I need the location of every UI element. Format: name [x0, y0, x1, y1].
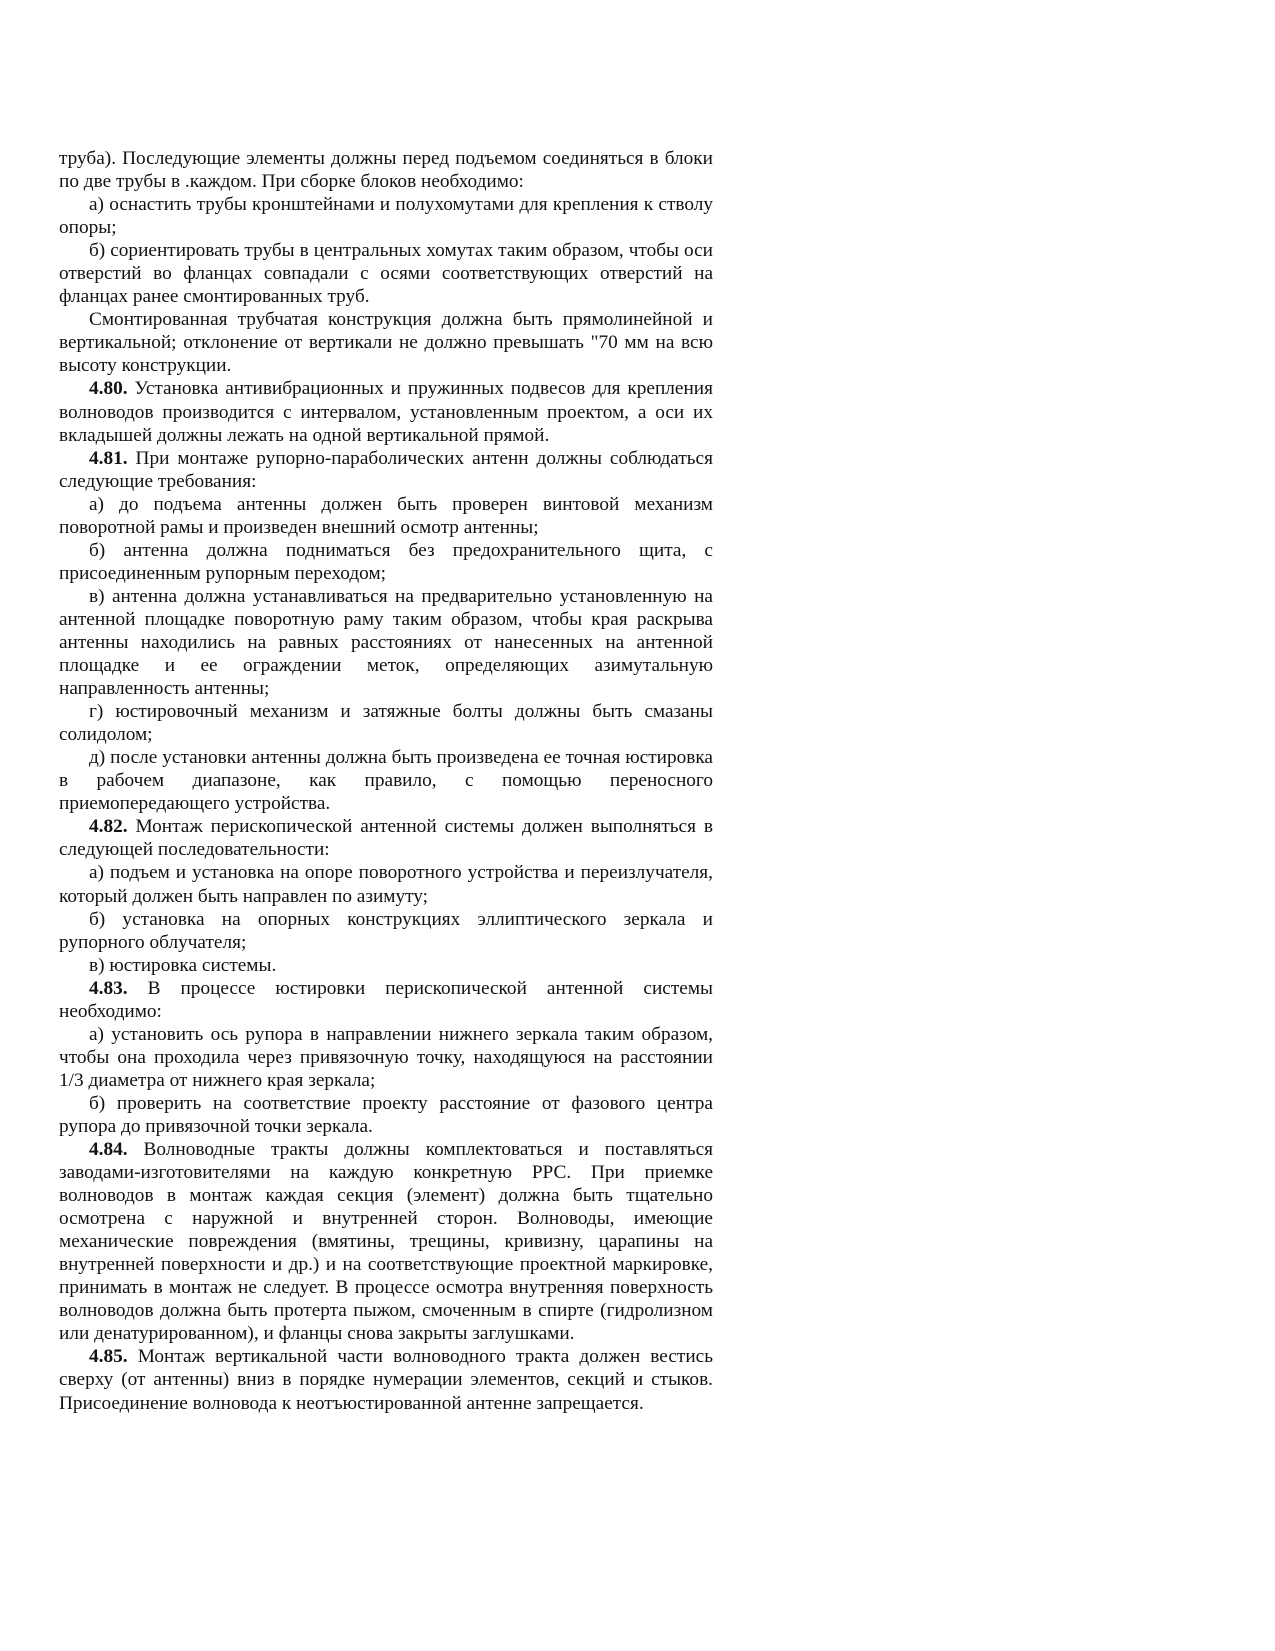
- paragraph-text: б) антенна должна подниматься без предохранительного щита, с присоединенным рупорным переходом;: [59, 539, 713, 584]
- paragraph: [59, 539, 713, 585]
- clause-4-83: [59, 977, 713, 1023]
- paragraph: [59, 147, 713, 193]
- clause-number: 4.85.: [89, 1346, 128, 1368]
- paragraph: [59, 954, 713, 977]
- clause-number: 4.83.: [89, 977, 128, 999]
- paragraph: [59, 308, 713, 377]
- paragraph-text: г) юстировочный механизм и затяжные болты должны быть смазаны солидолом;: [59, 701, 713, 746]
- paragraph-text: б) проверить на соответствие проекту расстояние от фазового центра рупора до привязочной точки зеркала.: [59, 1092, 713, 1137]
- paragraph-text: а) оснастить трубы кронштейнами и полухомутами для крепления к стволу опоры;: [59, 194, 713, 239]
- paragraph-text: Волноводные тракты должны комплектоваться и поставляться заводами-изготовителями на каждую конкретную РРС. При приемке волноводов в монтаж каждая секция (элемент) должна быть тщательно осмотрена с наружной и внутренней сторон. Волноводы, имеющие механические повреждения (вмятины, трещины, кривизну, царапины на внутренней поверхности и др.) и на соответствующие проектной маркировке, принимать в монтаж не следует. В процессе осмотра внутренняя поверхность волноводов должна быть протерта пыжом, смоченным в спирте (гидролизном или денатурированном), и фланцы снова закрыты заглушками.: [59, 1139, 713, 1345]
- paragraph-text: труба). Последующие элементы должны перед подъемом соединяться в блоки по две трубы в .каждом. При сборке блоков необходимо:: [59, 148, 713, 193]
- paragraph-text: в) антенна должна устанавливаться на предварительно установленную на антенной площадке поворотную раму таким образом, чтобы края раскрыва антенны находились на равных расстояниях от нанесенных на антенной площадке и ее ограждении меток, определяющих азимутальную направленность антенны;: [59, 585, 713, 700]
- paragraph-text: д) после установки антенны должна быть произведена ее точная юстировка в рабочем диапазоне, как правило, с помощью переносного приемопередающего устройства.: [59, 747, 713, 815]
- paragraph: [59, 193, 713, 239]
- paragraph-text: При монтаже рупорно-параболических антенн должны соблюдаться следующие требования:: [59, 447, 713, 492]
- paragraph: [59, 746, 713, 815]
- paragraph-text: б) сориентировать трубы в центральных хомутах таким образом, чтобы оси отверстий во фланцах совпадали с осями соответствующих отверстий на фланцах ранее смонтированных труб.: [59, 240, 713, 308]
- paragraph-text: а) установить ось рупора в направлении нижнего зеркала таким образом, чтобы она проходила через привязочную точку, находящуюся на расстоянии 1/3 диаметра от нижнего края зеркала;: [59, 1023, 713, 1091]
- document-body: [59, 147, 713, 1415]
- paragraph: [59, 239, 713, 308]
- paragraph-text: В процессе юстировки перископической антенной системы необходимо:: [59, 977, 713, 1022]
- paragraph: [59, 1023, 713, 1092]
- paragraph: [59, 493, 713, 539]
- paragraph-text: Установка антивибрационных и пружинных подвесов для крепления волноводов производится с интервалом, установленным проектом, а оси их вкладышей должны лежать на одной вертикальной прямой.: [59, 378, 713, 446]
- paragraph-text: в) юстировка системы.: [89, 954, 277, 976]
- clause-number: 4.82.: [89, 816, 128, 838]
- paragraph-text: Монтаж вертикальной части волноводного тракта должен вестись сверху (от антенны) вниз в порядке нумерации элементов, секций и стыков. Присоединение волновода к неотъюстированной антенне запрещается.: [59, 1346, 713, 1414]
- clause-4-82: [59, 815, 713, 861]
- paragraph-text: Смонтированная трубчатая конструкция должна быть прямолинейной и вертикальной; отклонение от вертикали не должно превышать "70 мм на всю высоту конструкции.: [59, 309, 713, 377]
- paragraph: [59, 908, 713, 954]
- paragraph-text: а) подъем и установка на опоре поворотного устройства и переизлучателя, который должен быть направлен по азимуту;: [59, 862, 713, 907]
- clause-4-84: [59, 1138, 713, 1345]
- paragraph: [59, 861, 713, 907]
- clause-number: 4.81.: [89, 447, 128, 469]
- paragraph-text: а) до подъема антенны должен быть проверен винтовой механизм поворотной рамы и произведен внешний осмотр антенны;: [59, 493, 713, 538]
- paragraph: [59, 585, 713, 700]
- clause-number: 4.84.: [89, 1139, 128, 1161]
- clause-4-85: [59, 1345, 713, 1414]
- paragraph: [59, 700, 713, 746]
- paragraph-text: б) установка на опорных конструкциях эллиптического зеркала и рупорного облучателя;: [59, 908, 713, 953]
- clause-4-80: [59, 377, 713, 446]
- clause-4-81: [59, 447, 713, 493]
- paragraph: [59, 1092, 713, 1138]
- clause-number: 4.80.: [89, 378, 128, 400]
- paragraph-text: Монтаж перископической антенной системы должен выполняться в следующей последовательности:: [59, 816, 713, 861]
